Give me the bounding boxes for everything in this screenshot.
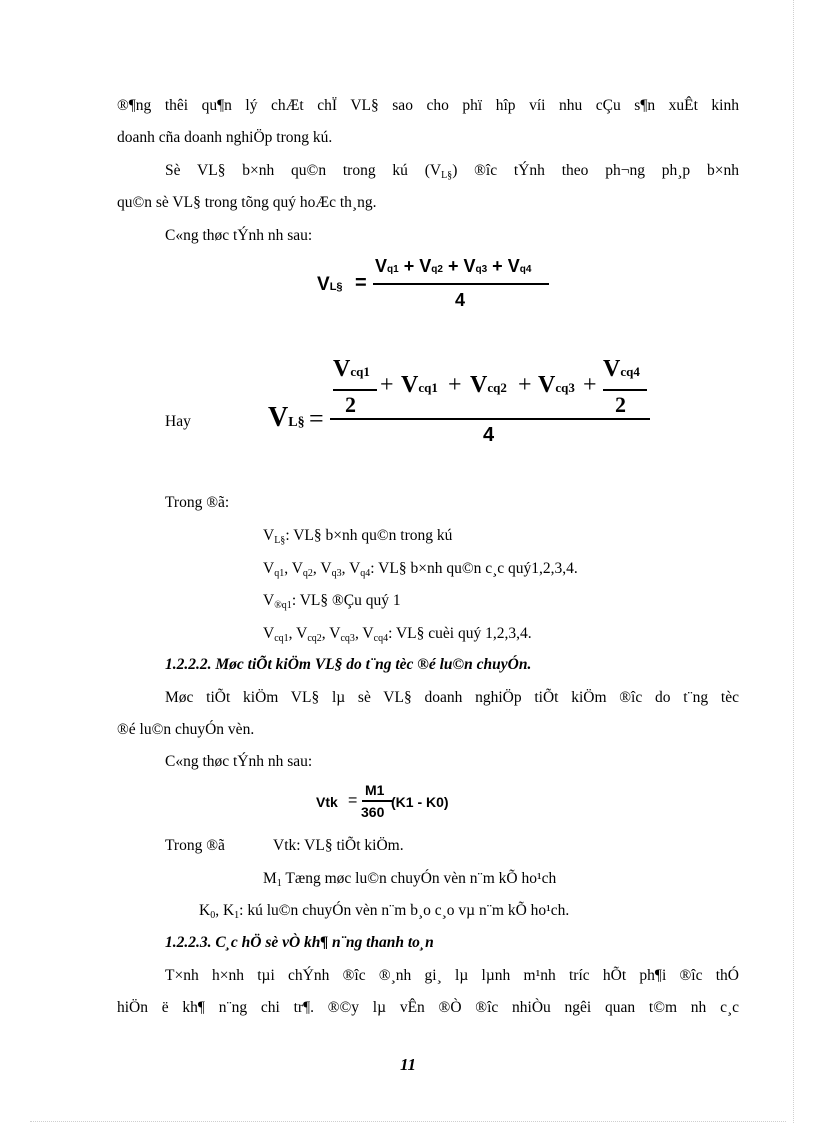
- formula-symbol: V: [401, 372, 419, 398]
- text-run: : VL§ cuèi quý 1,2,3,4.: [388, 625, 532, 642]
- where-label: Trong ®ã:: [165, 494, 230, 511]
- subscript: cq3: [340, 633, 355, 644]
- formula-symbol: V: [538, 372, 556, 398]
- body-text-line: Møc tiÕt kiÖm VL§ lµ sè VL§ doanh nghiÖp tiÕt kiÖm ®îc do t¨ng tèc: [165, 689, 739, 706]
- formula-denominator: 4: [483, 424, 495, 446]
- subscript: q2: [302, 568, 313, 579]
- subscript: q3: [475, 264, 488, 275]
- body-text-line: ®é lu©n chuyÓn vèn.: [117, 721, 255, 738]
- text-run: V: [362, 625, 374, 642]
- formula-term: [470, 372, 507, 399]
- subscript: cq2: [487, 380, 507, 395]
- body-text-line: qu©n sè VL§ trong tõng quý hoÆc th¸ng.: [117, 194, 377, 211]
- section-heading: 1.2.2.3. C¸c hÖ sè vÒ kh¶ n¨ng thanh to¸n: [165, 934, 434, 951]
- formula-symbol: V: [603, 356, 621, 382]
- hay-label: Hay: [165, 413, 191, 430]
- subscript: 0: [210, 910, 216, 921]
- page-border-bottom: [30, 1121, 786, 1122]
- formula-lhs: [268, 402, 305, 434]
- fraction-denominator: 2: [615, 392, 626, 417]
- formula-tail: (K1 - K0): [391, 794, 449, 810]
- text-run: V: [320, 560, 332, 577]
- text-run: V: [263, 527, 275, 544]
- formula-symbol: V: [507, 256, 520, 276]
- formula-denominator: 360: [361, 804, 385, 820]
- subscript: cq4: [373, 633, 389, 644]
- text-run: V: [329, 625, 341, 642]
- equals-sign: =: [355, 272, 367, 294]
- text-run: M: [263, 870, 277, 887]
- definition-line: Vtk: VL§ tiÕt kiÖm.: [273, 837, 404, 854]
- plus-sign: +: [380, 372, 394, 398]
- fraction-bar: [330, 418, 650, 420]
- separator: ,: [341, 560, 350, 577]
- subscript: q1: [387, 264, 399, 275]
- text-run: : kú lu©n chuyÓn vèn n¨m b¸o c¸o vµ n¨m kÕ ho¹ch.: [239, 902, 570, 919]
- formula-intro: C«ng thøc tÝnh nh sau:: [165, 227, 313, 244]
- subscript: cq1: [350, 364, 370, 379]
- body-text-line: ®¶ng thêi qu¶n lý chÆt chÏ VL§ sao cho phï hîp víi nhu cÇu s¶n xuÊt kinh: [117, 97, 739, 114]
- text-run: , K: [215, 902, 235, 919]
- formula-symbol: V: [463, 256, 476, 276]
- definition-line: [263, 624, 532, 649]
- definition-line: [199, 901, 569, 926]
- fraction-bar: [373, 283, 549, 285]
- separator: ,: [288, 625, 297, 642]
- text-run: K: [199, 902, 211, 919]
- subscript: cq1: [418, 380, 438, 395]
- fraction-bar: [603, 389, 647, 391]
- text-run: V: [296, 625, 308, 642]
- formula-denominator: 4: [455, 290, 466, 310]
- formula-symbol: V: [375, 256, 388, 276]
- text-run: Tæng møc lu©n chuyÓn vèn n¨m kÕ ho¹ch: [281, 870, 557, 887]
- subscript: L§: [288, 415, 305, 430]
- text-run: Sè VL§ b×nh qu©n trong kú (V: [165, 162, 442, 179]
- body-text-line: T×nh h×nh tµi chÝnh ®îc ®¸nh gi¸ lµ lµnh m¹nh tríc hÕt ph¶i ®îc thÓ: [165, 967, 739, 984]
- formula-symbol: V: [268, 402, 289, 433]
- text-run: V: [263, 625, 275, 642]
- separator: ,: [321, 625, 330, 642]
- formula-numerator: [375, 256, 531, 277]
- text-run: V: [263, 592, 275, 609]
- formula-symbol: V: [333, 356, 351, 382]
- formula-term: [401, 372, 438, 399]
- formula-lhs: [317, 274, 343, 296]
- formula-symbol: V: [470, 372, 488, 398]
- formula-intro: C«ng thøc tÝnh nh sau:: [165, 753, 313, 770]
- page-number: 11: [399, 1055, 417, 1074]
- separator: ,: [312, 560, 321, 577]
- equals-sign: =: [309, 404, 324, 433]
- subscript: 1: [276, 878, 282, 889]
- fraction-bar: [333, 389, 377, 391]
- page-border-right: [793, 0, 794, 1123]
- where-label: Trong ®ã: [165, 837, 225, 854]
- body-text-line: doanh cña doanh nghiÖp trong kú.: [117, 129, 333, 146]
- fraction-bar: [362, 800, 392, 802]
- fraction-denominator: 2: [345, 392, 356, 417]
- text-run: ) ®îc tÝnh theo ph¬ng ph¸p b×nh: [452, 162, 739, 179]
- separator: ,: [284, 560, 292, 577]
- subscript: L§: [274, 535, 286, 546]
- subscript: q4: [360, 568, 371, 579]
- subscript: q3: [331, 568, 342, 579]
- plus-sign: +: [583, 372, 597, 398]
- subscript: ®q1: [274, 600, 292, 611]
- subscript: q4: [519, 264, 532, 275]
- text-run: : VL§ b×nh qu©n c¸c quý1,2,3,4.: [370, 560, 578, 577]
- formula-symbol: V: [419, 256, 432, 276]
- subscript: L§: [441, 170, 453, 181]
- definition-line: [263, 526, 452, 551]
- fraction-numerator: [603, 356, 640, 383]
- plus-sign: +: [447, 256, 459, 276]
- separator: ,: [354, 625, 363, 642]
- section-heading: 1.2.2.2. Møc tiÕt kiÖm VL§ do t¨ng tèc ®é lu©n chuyÓn.: [165, 656, 532, 673]
- plus-sign: +: [448, 372, 462, 398]
- plus-sign: +: [518, 372, 532, 398]
- formula-lhs: Vtk: [316, 794, 338, 810]
- formula-numerator: M1: [365, 782, 385, 798]
- subscript: q2: [431, 264, 443, 275]
- formula-term: [538, 372, 575, 399]
- body-text-line: hiÖn ë kh¶ n¨ng chi tr¶. ®©y lµ vÊn ®Ò ®îc nhiÒu ngêi quan t©m nh c¸c: [117, 999, 739, 1016]
- subscript: cq1: [274, 633, 289, 644]
- definition-line: [263, 591, 401, 616]
- subscript: 1: [234, 910, 240, 921]
- subscript: cq2: [307, 633, 322, 644]
- text-run: : VL§ ®Çu quý 1: [291, 592, 401, 609]
- text-run: : VL§ b×nh qu©n trong kú: [285, 527, 453, 544]
- subscript: L§: [329, 281, 343, 293]
- equals-sign: =: [348, 792, 358, 809]
- definition-line: [263, 559, 578, 584]
- text-run: V: [263, 560, 275, 577]
- subscript: cq4: [620, 364, 640, 379]
- text-run: V: [291, 560, 303, 577]
- text-run: V: [349, 560, 361, 577]
- subscript: cq3: [555, 380, 575, 395]
- plus-sign: +: [492, 256, 503, 276]
- subscript: q1: [274, 568, 285, 579]
- plus-sign: +: [403, 256, 415, 276]
- formula-symbol: V: [317, 274, 330, 295]
- fraction-numerator: [333, 356, 370, 383]
- body-text-line: [165, 161, 739, 186]
- definition-line: [263, 869, 556, 894]
